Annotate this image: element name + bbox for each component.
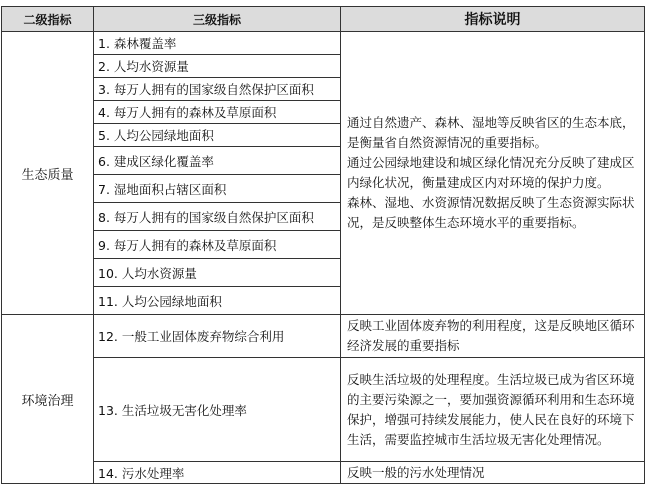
table-row: [2, 315, 645, 358]
group-name-governance: 环境治理: [2, 315, 94, 484]
header-row: [2, 7, 645, 32]
header-level3: 三级指标: [94, 7, 341, 32]
description-cell: 反映一般的污水处理情况: [341, 462, 645, 484]
indicator-cell: 9. 每万人拥有的森林及草原面积: [94, 231, 341, 259]
indicator-cell: 10. 人均水资源量: [94, 259, 341, 287]
description-paragraph: 通过自然遗产、森林、湿地等反映省区的生态本底，是衡量省自然资源情况的重要指标。: [347, 115, 635, 150]
indicator-cell: 6. 建成区绿化覆盖率: [94, 147, 341, 175]
indicator-cell: 8. 每万人拥有的国家级自然保护区面积: [94, 203, 341, 231]
description-paragraph: 通过公园绿地建设和城区绿化情况充分反映了建成区内绿化状况，衡量建成区内对环境的保护力度。: [347, 155, 635, 190]
indicator-cell: 12. 一般工业固体废弃物综合利用: [94, 315, 341, 358]
description-cell: 反映工业固体废弃物的利用程度，这是反映地区循环经济发展的重要指标: [341, 315, 645, 358]
indicator-cell: 2. 人均水资源量: [94, 55, 341, 78]
indicator-cell: 14. 污水处理率: [94, 462, 341, 484]
header-description: 指标说明: [341, 7, 645, 32]
indicator-cell: 1. 森林覆盖率: [94, 32, 341, 55]
indicator-cell: 5. 人均公园绿地面积: [94, 124, 341, 147]
indicator-cell: 4. 每万人拥有的森林及草原面积: [94, 101, 341, 124]
table-row: [2, 358, 645, 462]
indicator-cell: 13. 生活垃圾无害化处理率: [94, 358, 341, 462]
indicator-table: [1, 6, 645, 484]
indicator-cell: 3. 每万人拥有的国家级自然保护区面积: [94, 78, 341, 101]
table-row: [2, 32, 645, 55]
indicator-cell: 7. 湿地面积占辖区面积: [94, 175, 341, 203]
description-paragraph: 森林、湿地、水资源情况数据反映了生态资源实际状况，是反映整体生态环境水平的重要指标。: [347, 195, 635, 230]
group-name-ecology: 生态质量: [2, 32, 94, 315]
indicator-cell: 11. 人均公园绿地面积: [94, 287, 341, 315]
description-cell: 反映生活垃圾的处理程度。生活垃圾已成为省区环境的主要污染源之一，要加强资源循环利用和生态环境保护，增强可持续发展能力，使人民在良好的环境下生活，需要监控城市生活垃圾无害化处理情况。: [341, 358, 645, 462]
table-row: [2, 462, 645, 484]
description-ecology: [341, 32, 645, 315]
header-level2: 二级指标: [2, 7, 94, 32]
